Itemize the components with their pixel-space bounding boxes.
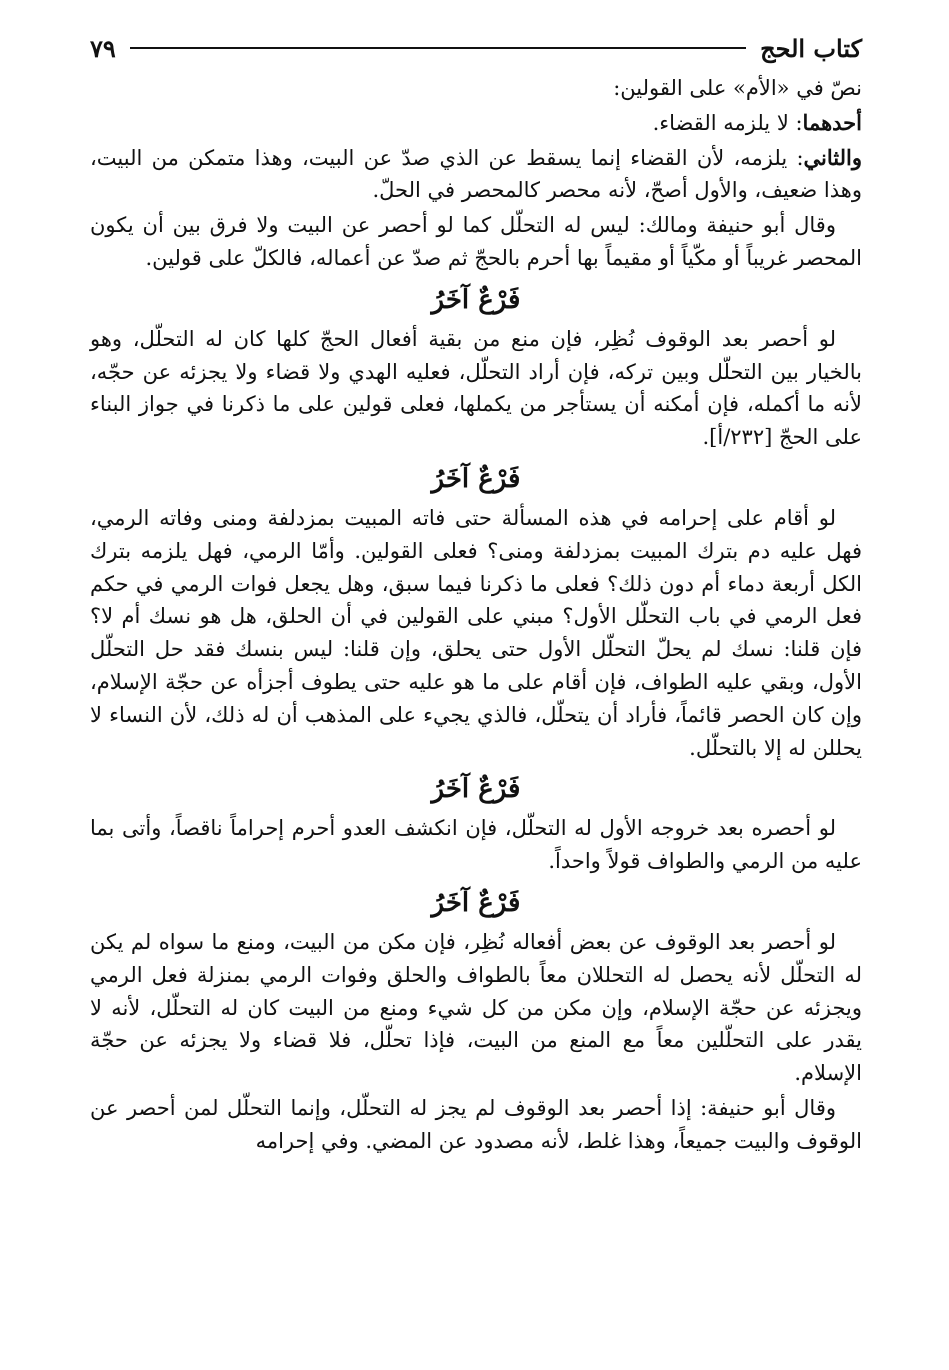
section-3-paragraph: لو أحصره بعد خروجه الأول له التحلّل، فإن انكشف العدو أحرم إحراماً ناقصاً، وأتى بما عليه من الرمي والطواف قولاً واحداً. [90,816,862,874]
section-3-heading: فَرْعٌ آخَرُ [431,774,521,805]
section-4-paragraph-2: وقال أبو حنيفة: إذا أحصر بعد الوقوف لم يجز له التحلّل، وإنما التحلّل لمن أحصر عن الوقوف والبيت جميعاً، وهذا غلط، لأنه مصدود عن المضي. وفي إحرامه [90,1095,862,1153]
second-opinion-label: والثاني [803,144,862,170]
page-number: ٧٩ [90,33,116,63]
section-4-heading: فَرْعٌ آخَرُ [431,887,521,918]
header-rule [130,47,746,49]
first-opinion-text: : لا يلزمه القضاء. [652,110,803,135]
running-title: كتاب الحج [760,33,862,63]
intro-paragraph-3 [90,142,862,208]
section-4-paragraph-1: لو أحصر بعد الوقوف عن بعض أفعاله نُظِر، فإن مكن من البيت، ومنع ما سواه لم يكن له التحلّل لأنه يحصل له التحللان معاً بالطواف والحلق وفوات الرمي بمنزلة فعل الرمي ويجزئه عن حجّة الإسلام، وإن مكن من كل شيء ومنع من البيت كان له التحلّل، لأنه لا يقدر على التحلّلين معاً مع المنع من البيت، فإذا تحلّل، فلا قضاء ولا يجزئه عن حجّة الإسلام. [90,929,862,1086]
intro-paragraph-4: وقال أبو حنيفة ومالك: ليس له التحلّل كما لو أحصر عن البيت ولا فرق بين أن يكون المحصر غريباً أو مكّياً أو مقيماً بها أحرم بالحجّ ثم صدّ عن أعماله، فالكلّ على قولين. [90,213,862,270]
section-2-heading: فَرْعٌ آخَرُ [431,463,521,494]
intro-paragraph-1: نصّ في «الأم» على القولين: [613,76,862,100]
section-2-paragraph: لو أقام على إحرامه في هذه المسألة حتى فاته المبيت بمزدلفة ومنى وفاته الرمي، فهل عليه دم بترك المبيت بمزدلفة ومنى؟ فعلى القولين. وأمّا الرمي، فهل يلزمه بترك الكل أربعة دماء أم دون ذلك؟ فعلى ما ذكرنا فيما سبق، وهل يجعل فوات الرمي في حكم فعل الرمي في باب التحلّل الأول؟ مبني على القولين في أن الحلق، هل هو نسك أم لا؟ فإن قلنا: نسك لم يحلّ التحلّل الأول حتى يحلق، وإن قلنا: ليس بنسك فقد حل التحلّل الأول، وبقي عليه الطواف، فإن أقام على ما هو عليه حتى يطوف أجزأه عن حجّة الإسلام، وإن كان الحصر قائماً، فأراد أن يتحلّل، فالذي يجيء على المذهب أن له ذلك، لأن النساء لا يحللن له إلا بالتحلّل. [90,505,862,760]
page-body [90,72,862,1158]
book-page [90,28,862,1160]
first-opinion-label: أحدهما [802,109,862,135]
section-1-heading: فَرْعٌ آخَرُ [431,284,521,315]
running-header [90,28,862,68]
second-opinion-text: : يلزمه، لأن القضاء إنما يسقط عن الذي صدّ عن البيت، وهذا متمكن من البيت، وهذا ضعيف، والأول أصحّ، لأنه محصر كالمحصر في الحلّ. [90,145,862,203]
section-1-paragraph: لو أحصر بعد الوقوف نُظِر، فإن منع من بقية أفعال الحجّ كلها كان له التحلّل، وهو بالخيار بين التحلّل وبين تركه، فإن أراد التحلّل، فعليه الهدي ولا قضاء ولا يجزئه عن حجّه، لأنه ما أكمله، فإن أمكنه أن يستأجر من يكملها، فعلى قولين على ما ذكرنا في جواز البناء على الحجّ [٢٣٢/أ]. [90,326,862,450]
intro-paragraph-2 [90,107,862,140]
